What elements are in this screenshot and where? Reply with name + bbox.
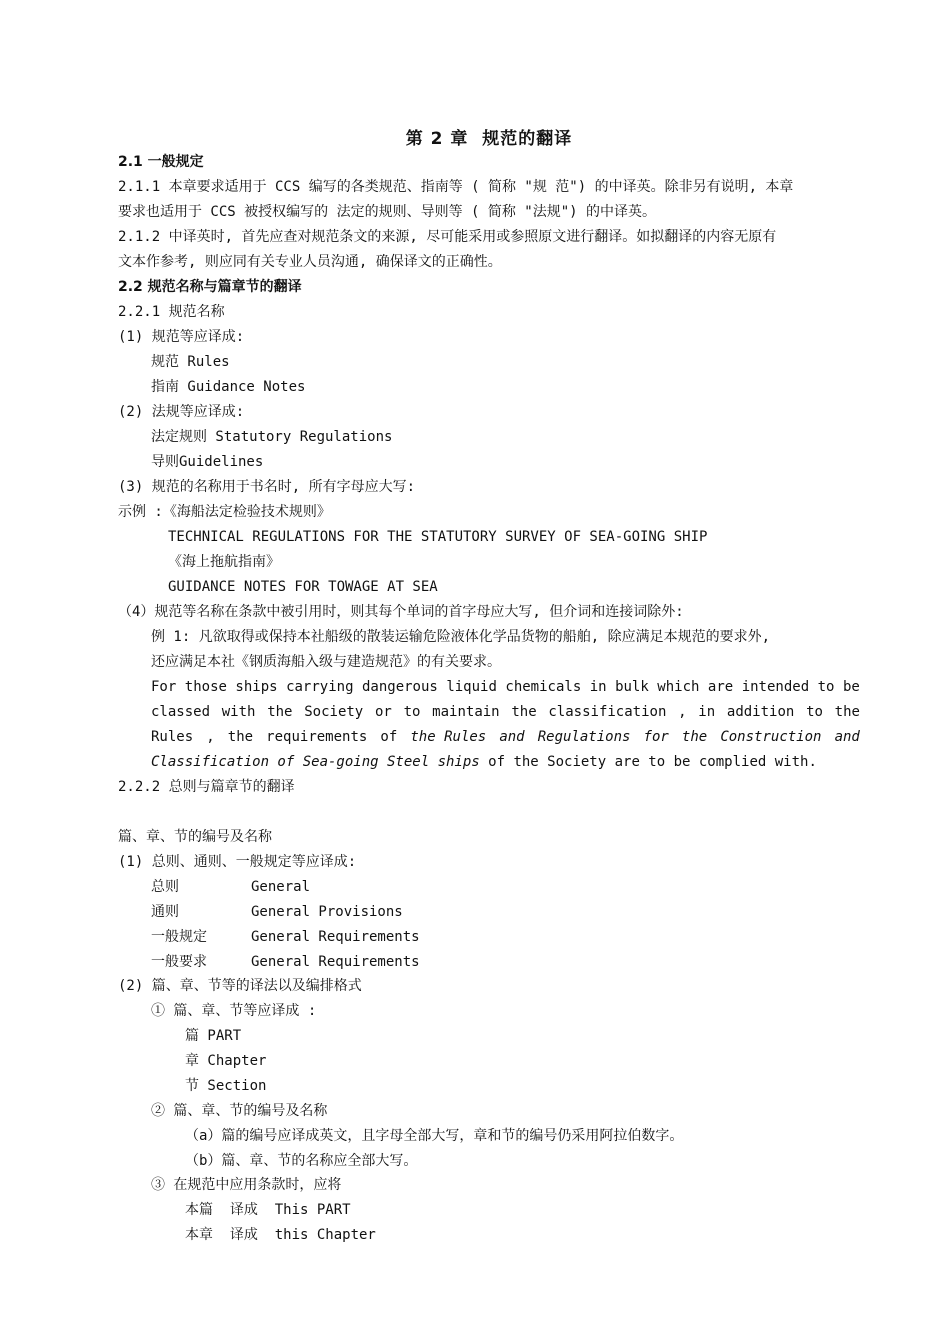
- word: which: [657, 679, 700, 695]
- term-en: General Requirements: [251, 954, 420, 970]
- word: Rules: [151, 729, 194, 745]
- word-italic: Regulations: [537, 729, 631, 745]
- example-1-en-line-3: [151, 727, 860, 747]
- term-this-part: 本篇 译成 This PART: [185, 1202, 351, 1218]
- word: or: [374, 704, 392, 720]
- word: in: [589, 679, 607, 695]
- subsection-2-2-2: 2.2.2 总则与篇章节的翻译: [118, 779, 295, 795]
- term-zh: 一般规定: [151, 929, 207, 945]
- numbering-item-1: (1) 总则、通则、一般规定等应译成:: [118, 854, 357, 870]
- word: to: [817, 679, 835, 695]
- list-item-3: (3) 规范的名称用于书名时, 所有字母应大写:: [118, 479, 415, 495]
- word: classification: [548, 704, 667, 720]
- term-zh: 总则: [151, 879, 179, 895]
- word: Society: [304, 704, 364, 720]
- example-title-en-2: GUIDANCE NOTES FOR TOWAGE AT SEA: [168, 579, 438, 595]
- word: the: [511, 704, 537, 720]
- paragraph-2-1-1-line-1: 2.1.1 本章要求适用于 CCS 编写的各类规范、指南等 ( 简称 "规 范") 的中译英。除非另有说明, 本章: [118, 179, 794, 195]
- term-en: General Provisions: [251, 904, 403, 920]
- word: be: [842, 679, 860, 695]
- example-title-zh-2: 《海上拖航指南》: [168, 554, 280, 570]
- term-guidelines: 导则Guidelines: [151, 454, 264, 470]
- term-section: 节 Section: [185, 1078, 267, 1094]
- example-1-en-line-4: [151, 752, 817, 772]
- sub-item-b: （b）篇、章、节的名称应全部大写。: [185, 1153, 418, 1169]
- word: requirements: [266, 729, 368, 745]
- example-1-zh-line-1: 例 1: 凡欲取得或保持本社船级的散装运输危险液体化学品货物的船舶, 除应满足本规范的要求外,: [151, 629, 770, 645]
- list-item-4: （4）规范等名称在条款中被引用时，则其每个单词的首字母应大写, 但介词和连接词除外:: [118, 604, 684, 620]
- word: For: [151, 679, 177, 695]
- example-title-en-1: TECHNICAL REGULATIONS FOR THE STATUTORY SURVEY OF SEA-GOING SHIP: [168, 529, 708, 545]
- term-rules: 规范 Rules: [151, 354, 230, 370]
- term-zh: 一般要求: [151, 954, 207, 970]
- word: ,: [678, 704, 687, 720]
- word: maintain: [432, 704, 500, 720]
- word: of: [380, 729, 398, 745]
- list-item-2: (2) 法规等应译成:: [118, 404, 245, 420]
- word: those: [184, 679, 227, 695]
- term-part: 篇 PART: [185, 1028, 242, 1044]
- term-zh: 通则: [151, 904, 179, 920]
- circled-item-2: ② 篇、章、节的编号及名称: [151, 1103, 328, 1119]
- word: carrying: [286, 679, 354, 695]
- example-1-en-line-1: [151, 677, 860, 697]
- word-italic: the Rules: [410, 729, 487, 745]
- word-italic: for: [643, 729, 669, 745]
- paragraph-2-1-2-line-1: 2.1.2 中译英时, 首先应查对规范条文的来源, 尽可能采用或参照原文进行翻译。如拟翻译的内容无原有: [118, 229, 777, 245]
- chapter-title: 第 2 章 规范的翻译: [405, 129, 573, 149]
- sub-item-a: （a）篇的编号应译成英文，且字母全部大写，章和节的编号仍采用阿拉伯数字。: [185, 1128, 684, 1144]
- numbering-item-2: (2) 篇、章、节等的译法以及编排格式: [118, 978, 362, 994]
- word: are: [707, 679, 734, 695]
- word: to: [403, 704, 421, 720]
- word-italic: Construction: [720, 729, 822, 745]
- term-chapter: 章 Chapter: [185, 1053, 267, 1069]
- numbering-title: 篇、章、节的编号及名称: [118, 829, 272, 845]
- line-4-rest: of the Society are to be complied with.: [479, 754, 817, 770]
- word: with: [221, 704, 256, 720]
- example-label: 示例 :《海船法定检验技术规则》: [118, 504, 331, 520]
- word: classed: [151, 704, 211, 720]
- word-italic: and: [499, 729, 525, 745]
- word: chemicals: [505, 679, 582, 695]
- word-italic: and: [834, 729, 860, 745]
- term-this-chapter: 本章 译成 this Chapter: [185, 1227, 376, 1243]
- word: the: [267, 704, 293, 720]
- example-1-zh-line-2: 还应满足本社《钢质海船入级与建造规范》的有关要求。: [151, 654, 501, 670]
- term-statutory-regulations: 法定规则 Statutory Regulations: [151, 429, 393, 445]
- section-heading-2-1: 2.1 一般规定: [118, 154, 204, 170]
- cited-rules-title: Classification of Sea-going Steel ships: [151, 754, 480, 770]
- word: addition: [726, 704, 795, 720]
- word: ,: [206, 729, 215, 745]
- subsection-2-2-1: 2.2.1 规范名称: [118, 304, 225, 320]
- term-guidance-notes: 指南 Guidance Notes: [151, 379, 306, 395]
- word: in: [698, 704, 716, 720]
- word: the: [834, 704, 860, 720]
- word: ships: [235, 679, 278, 695]
- term-en: General: [251, 879, 311, 895]
- word: dangerous: [361, 679, 438, 695]
- circled-item-3: ③ 在规范中应用条款时，应将: [151, 1177, 342, 1193]
- example-1-en-line-2: [151, 702, 860, 722]
- paragraph-2-1-1-line-2: 要求也适用于 CCS 被授权编写的 法定的规则、导则等 ( 简称 "法规") 的中译英。: [118, 204, 657, 220]
- word: liquid: [446, 679, 497, 695]
- section-heading-2-2: 2.2 规范名称与篇章节的翻译: [118, 279, 302, 295]
- word: intended: [741, 679, 810, 695]
- word: bulk: [615, 679, 649, 695]
- word: to: [806, 704, 823, 720]
- list-item-1: (1) 规范等应译成:: [118, 329, 245, 345]
- paragraph-2-1-2-line-2: 文本作参考, 则应同有关专业人员沟通, 确保译文的正确性。: [118, 254, 502, 270]
- term-en: General Requirements: [251, 929, 420, 945]
- word-italic: the: [681, 729, 708, 745]
- word: the: [227, 729, 254, 745]
- circled-item-1: ① 篇、章、节等应译成 :: [151, 1003, 317, 1019]
